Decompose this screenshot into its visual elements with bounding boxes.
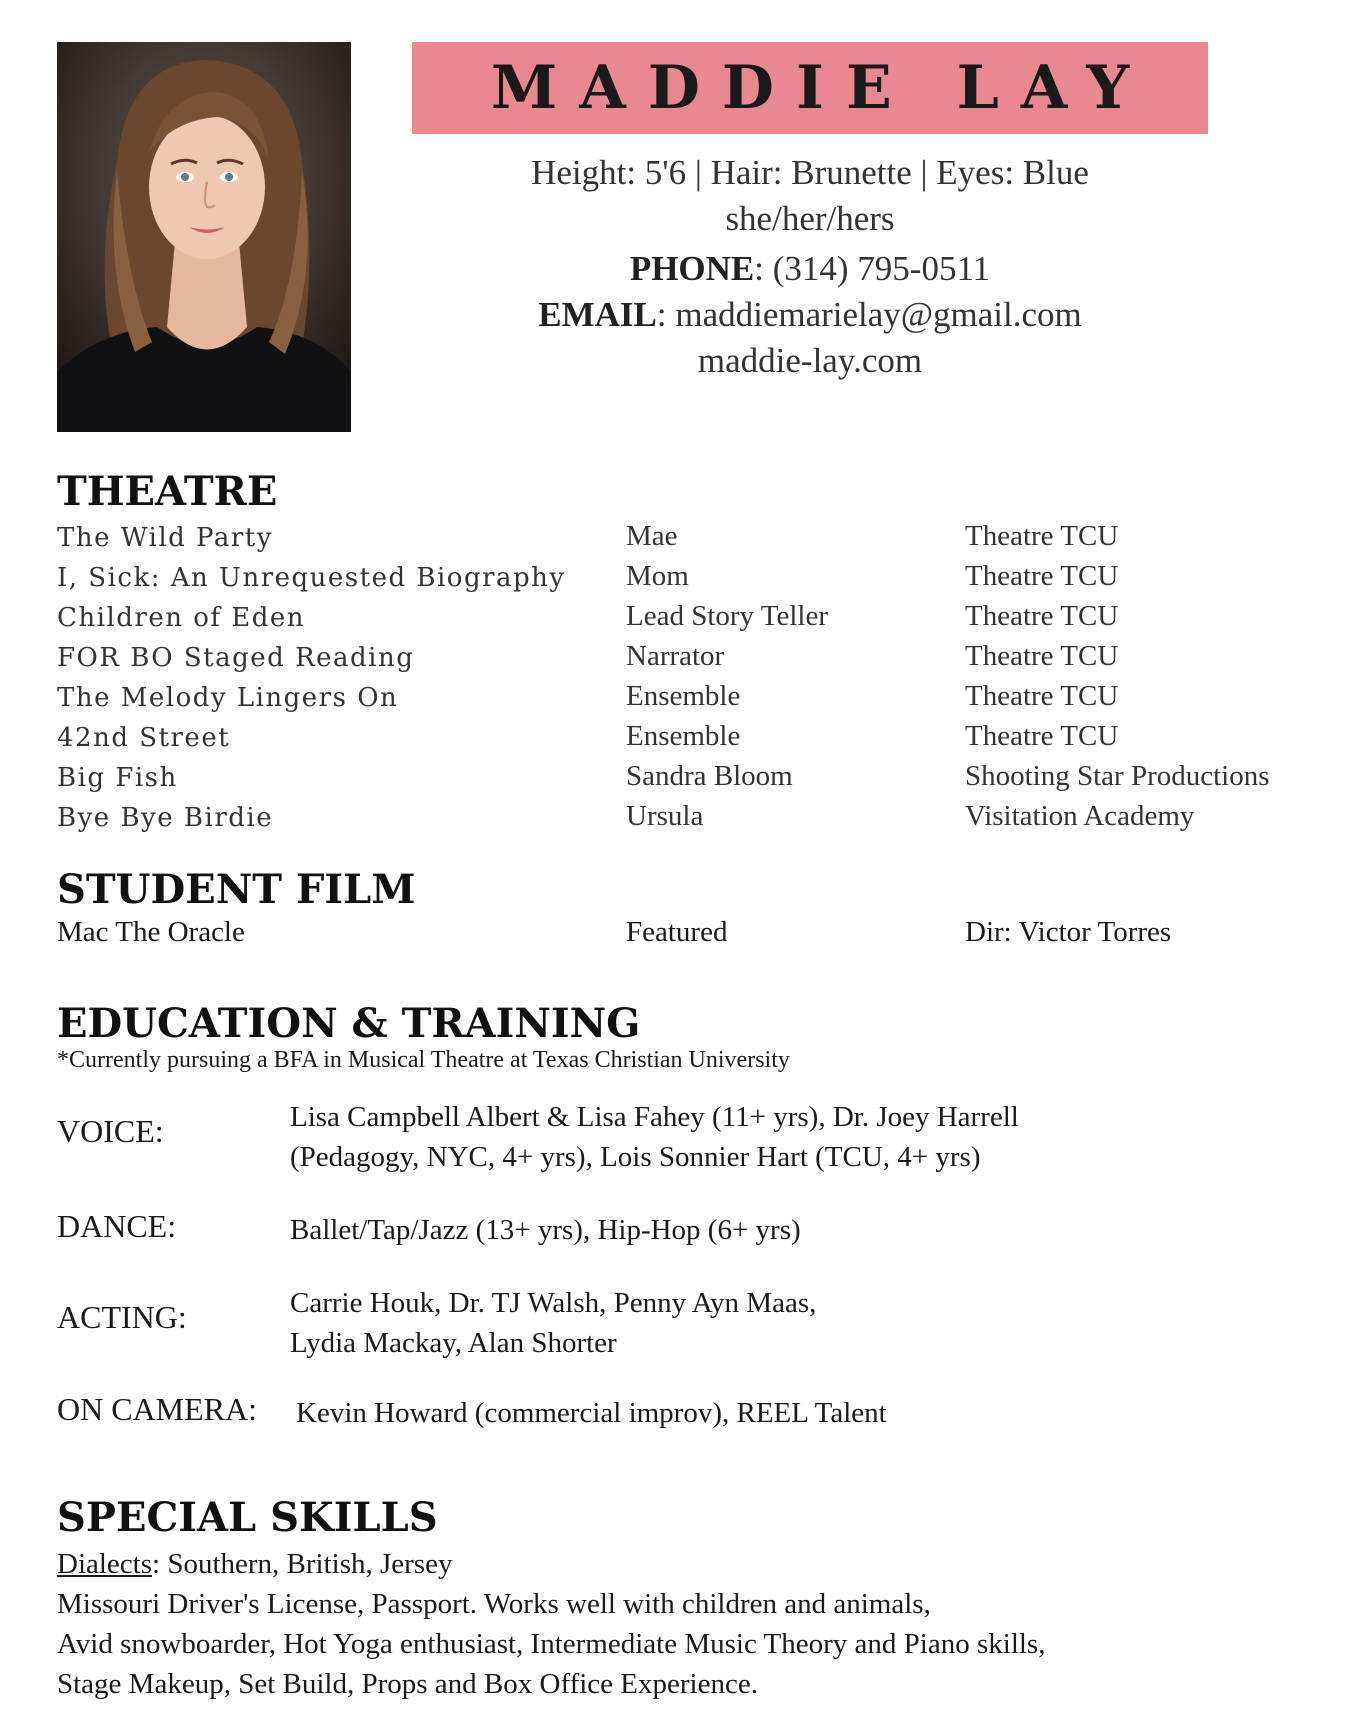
theatre-credit-row bbox=[57, 520, 1357, 560]
theatre-show-title: Children of Eden bbox=[57, 603, 306, 633]
special-skills-heading: SPECIAL SKILLS bbox=[57, 1494, 438, 1541]
theatre-credit-row bbox=[57, 760, 1357, 800]
theatre-credit-row bbox=[57, 560, 1357, 600]
theatre-credit-row bbox=[57, 640, 1357, 680]
film-role: Featured bbox=[626, 916, 728, 948]
theatre-heading: THEATRE bbox=[57, 468, 278, 515]
film-title: Mac The Oracle bbox=[57, 916, 245, 948]
theatre-credit-row bbox=[57, 680, 1357, 720]
dance-label: DANCE: bbox=[57, 1208, 177, 1244]
theatre-credit-row bbox=[57, 720, 1357, 760]
skills-line-3: Avid snowboarder, Hot Yoga enthusiast, Intermediate Music Theory and Piano skills, bbox=[57, 1628, 1046, 1660]
voice-training bbox=[290, 1097, 1019, 1177]
dialects-values: : Southern, British, Jersey bbox=[152, 1548, 453, 1580]
voice-line-1: Lisa Campbell Albert & Lisa Fahey (11+ yrs), Dr. Joey Harrell bbox=[290, 1101, 1019, 1133]
voice-line-2: (Pedagogy, NYC, 4+ yrs), Lois Sonnier Hart (TCU, 4+ yrs) bbox=[290, 1141, 981, 1173]
dance-training: Ballet/Tap/Jazz (13+ yrs), Hip-Hop (6+ yrs) bbox=[290, 1214, 801, 1246]
acting-line-2: Lydia Mackay, Alan Shorter bbox=[290, 1327, 617, 1359]
website-link[interactable]: maddie-lay.com bbox=[697, 341, 923, 380]
acting-label: ACTING: bbox=[57, 1299, 187, 1335]
theatre-show-title: FOR BO Staged Reading bbox=[57, 643, 415, 673]
theatre-show-title: Big Fish bbox=[57, 763, 178, 793]
email-label: EMAIL bbox=[538, 295, 657, 334]
acting-line-1: Carrie Houk, Dr. TJ Walsh, Penny Ayn Maas, bbox=[290, 1287, 817, 1319]
dialects-label: Dialects bbox=[57, 1548, 153, 1580]
theatre-show-title: I, Sick: An Unrequested Biography bbox=[57, 563, 566, 593]
theatre-role: Mae bbox=[626, 520, 678, 552]
skills-line-2: Missouri Driver's License, Passport. Works well with children and animals, bbox=[57, 1588, 931, 1620]
contact-block bbox=[412, 150, 1208, 384]
theatre-show-title: Bye Bye Birdie bbox=[57, 803, 274, 833]
theatre-role: Ensemble bbox=[626, 720, 741, 752]
pronouns: she/her/hers bbox=[725, 199, 895, 238]
theatre-company: Theatre TCU bbox=[965, 640, 1119, 672]
theatre-role: Sandra Bloom bbox=[626, 760, 793, 792]
theatre-company: Theatre TCU bbox=[965, 520, 1119, 552]
theatre-company: Theatre TCU bbox=[965, 720, 1119, 752]
theatre-company: Theatre TCU bbox=[965, 560, 1119, 592]
email-address[interactable]: : maddiemarielay@gmail.com bbox=[656, 295, 1082, 334]
skills-line-4: Stage Makeup, Set Build, Props and Box Office Experience. bbox=[57, 1668, 758, 1700]
theatre-show-title: The Melody Lingers On bbox=[57, 683, 399, 713]
headshot-photo bbox=[57, 42, 351, 432]
theatre-company: Shooting Star Productions bbox=[965, 760, 1270, 792]
phone-line bbox=[412, 246, 1208, 292]
student-film-heading: STUDENT FILM bbox=[57, 866, 416, 913]
performer-name: MADDIE LAY bbox=[490, 53, 1152, 123]
theatre-company: Theatre TCU bbox=[965, 680, 1119, 712]
theatre-role: Mom bbox=[626, 560, 689, 592]
theatre-show-title: The Wild Party bbox=[57, 523, 273, 553]
theatre-company: Theatre TCU bbox=[965, 600, 1119, 632]
email-line bbox=[412, 292, 1208, 338]
acting-training bbox=[290, 1283, 816, 1363]
theatre-role: Ensemble bbox=[626, 680, 741, 712]
phone-number: : (314) 795-0511 bbox=[754, 249, 991, 288]
film-director: Dir: Victor Torres bbox=[965, 916, 1172, 948]
theatre-show-title: 42nd Street bbox=[57, 723, 231, 753]
dialects-line bbox=[57, 1544, 1045, 1584]
theatre-role: Lead Story Teller bbox=[626, 600, 828, 632]
film-credit-row bbox=[57, 916, 1357, 956]
theatre-company: Visitation Academy bbox=[965, 800, 1195, 832]
physical-stats: Height: 5'6 | Hair: Brunette | Eyes: Blue bbox=[531, 153, 1089, 192]
name-banner bbox=[412, 42, 1208, 134]
theatre-credit-row bbox=[57, 800, 1357, 840]
camera-label: ON CAMERA: bbox=[57, 1391, 258, 1427]
theatre-role: Ursula bbox=[626, 800, 704, 832]
education-note: *Currently pursuing a BFA in Musical Theatre at Texas Christian University bbox=[57, 1047, 790, 1073]
phone-label: PHONE bbox=[629, 249, 755, 288]
headshot-illustration bbox=[57, 42, 351, 432]
theatre-credit-row bbox=[57, 600, 1357, 640]
camera-training: Kevin Howard (commercial improv), REEL Talent bbox=[296, 1397, 887, 1429]
voice-label: VOICE: bbox=[57, 1113, 164, 1149]
special-skills-list bbox=[57, 1544, 1045, 1704]
theatre-role: Narrator bbox=[626, 640, 725, 672]
education-heading: EDUCATION & TRAINING bbox=[57, 1000, 641, 1047]
